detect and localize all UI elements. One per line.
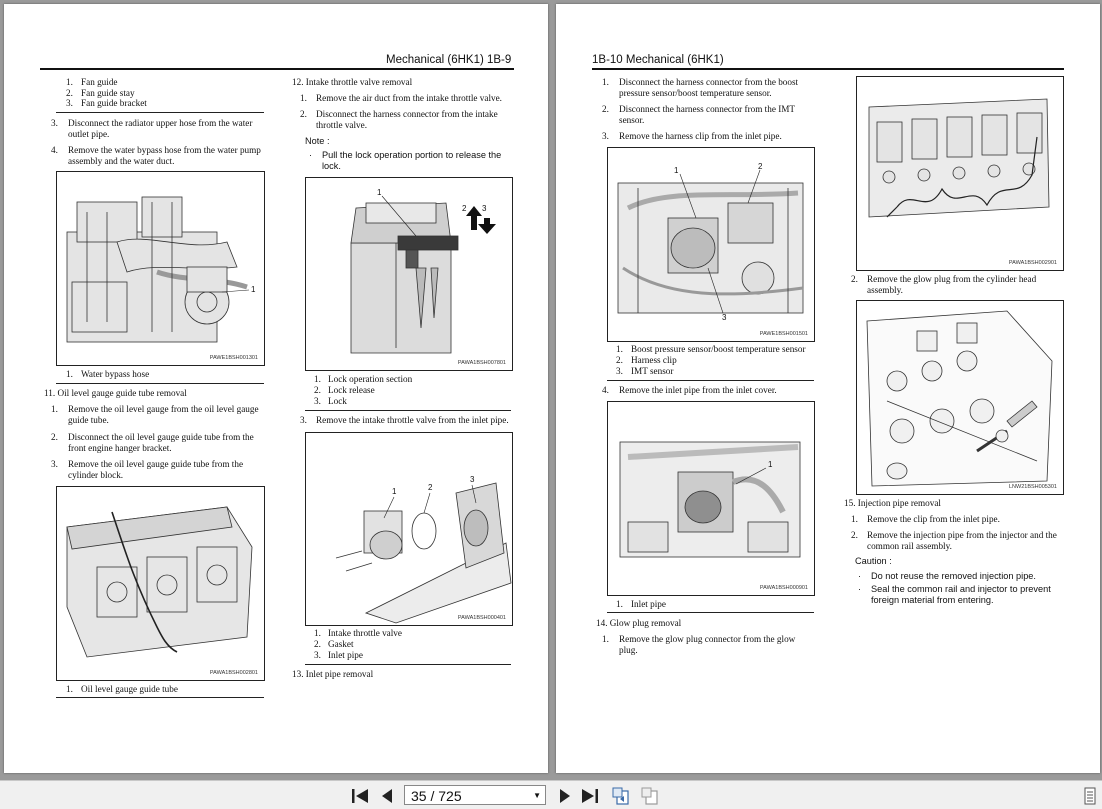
- step-number: 2.: [851, 274, 858, 284]
- callout-label: 1: [392, 487, 397, 496]
- callout-label: 1: [377, 188, 382, 197]
- glow-plug-figure: [856, 300, 1064, 495]
- engine-illustration: [57, 487, 264, 680]
- step-number: 4.: [51, 145, 58, 155]
- step-text: Remove the glow plug from the cylinder head: [867, 274, 1037, 284]
- legend-rule: [607, 380, 814, 381]
- header-rule: [592, 68, 1064, 70]
- legend-number: 3.: [314, 650, 321, 660]
- legend-rule: [56, 383, 264, 384]
- callout-label: 2: [428, 483, 433, 492]
- cylinder-head-figure: [856, 76, 1064, 271]
- legend-number: 3.: [314, 396, 321, 406]
- figure-code: PAWE1BSH001501: [759, 331, 808, 337]
- engine-illustration: [608, 402, 814, 595]
- step-text: plug.: [619, 645, 638, 655]
- left-page: [4, 4, 548, 773]
- figure-code: PAWA1BSH000901: [759, 585, 808, 591]
- engine-figure-oil-gauge: [56, 486, 265, 681]
- step-number: 1.: [602, 77, 609, 87]
- section-heading: 13. Inlet pipe removal: [292, 669, 374, 679]
- note-text: Pull the lock operation portion to release the: [322, 150, 502, 160]
- legend-number: 2.: [314, 385, 321, 395]
- step-text: guide tube.: [68, 415, 109, 425]
- legend-item: Inlet pipe: [631, 599, 666, 609]
- step-text: Remove the oil level gauge guide tube from the: [68, 459, 244, 469]
- step-text: Remove the harness clip from the inlet pipe.: [619, 131, 782, 141]
- step-text: Disconnect the harness connector from the boost: [619, 77, 799, 87]
- page-header: 1B-10 Mechanical (6HK1): [592, 54, 724, 66]
- list-number: 3.: [66, 98, 73, 108]
- legend-rule: [305, 664, 511, 665]
- caution-bullet: ·: [858, 571, 862, 581]
- engine-figure-inlet-pipe: [607, 401, 815, 596]
- first-page-icon[interactable]: [350, 787, 370, 805]
- callout-label: 3: [470, 475, 475, 484]
- glow-plug-illustration: [857, 301, 1063, 494]
- step-text: Remove the injection pipe from the injector and the: [867, 530, 1057, 540]
- list-item: Fan guide bracket: [81, 98, 147, 108]
- caution-text: Do not reuse the removed injection pipe.: [871, 571, 1036, 581]
- last-page-icon[interactable]: [580, 787, 600, 805]
- step-number: 2.: [51, 432, 58, 442]
- figure-code: PAWE1BSH001301: [209, 355, 258, 361]
- section-heading: 14. Glow plug removal: [596, 618, 682, 628]
- step-text: Disconnect the harness connector from the intake: [316, 109, 498, 119]
- fit-page-icon[interactable]: [640, 787, 660, 805]
- rotate-icon[interactable]: [611, 787, 631, 805]
- section-heading: 15. Injection pipe removal: [844, 498, 941, 508]
- list-item: Fan guide stay: [81, 88, 135, 98]
- callout-label: 2: [758, 162, 763, 171]
- right-page: [556, 4, 1100, 773]
- engine-figure-water-bypass: [56, 171, 265, 366]
- page-header: Mechanical (6HK1) 1B-9: [386, 54, 512, 66]
- caution-text: Seal the common rail and injector to prevent: [871, 584, 1051, 594]
- step-text: pressure sensor/boost temperature sensor.: [619, 88, 772, 98]
- legend-item: Lock: [328, 396, 347, 406]
- callout-label: 1: [768, 460, 773, 469]
- step-text: Remove the intake throttle valve from the inlet pipe.: [316, 415, 509, 425]
- legend-number: 1.: [66, 684, 73, 694]
- legend-number: 1.: [616, 599, 623, 609]
- section-heading: 11. Oil level gauge guide tube removal: [44, 388, 187, 398]
- step-text: front engine hanger bracket.: [68, 443, 172, 453]
- header-rule: [40, 68, 514, 70]
- callout-label: 3: [482, 204, 487, 213]
- list-item: Fan guide: [81, 77, 118, 87]
- step-text: Disconnect the oil level gauge guide tube from the: [68, 432, 254, 442]
- step-number: 3.: [51, 118, 58, 128]
- caution-bullet: ·: [858, 584, 862, 594]
- list-number: 2.: [66, 88, 73, 98]
- legend-number: 1.: [616, 344, 623, 354]
- legend-item: Water bypass hose: [81, 369, 150, 379]
- step-number: 3.: [51, 459, 58, 469]
- throttle-illustration: [306, 433, 512, 625]
- step-text: Remove the oil level gauge from the oil level gauge: [68, 404, 259, 414]
- page-number-value: 35 / 725: [411, 788, 462, 804]
- viewer-toolbar: [0, 780, 1102, 809]
- legend-number: 2.: [616, 355, 623, 365]
- engine-illustration: [57, 172, 264, 365]
- legend-number: 1.: [66, 369, 73, 379]
- throttle-figure-exploded: [305, 432, 513, 626]
- legend-rule: [607, 612, 814, 613]
- step-text: Remove the clip from the inlet pipe.: [867, 514, 1000, 524]
- note-text: lock.: [322, 161, 341, 171]
- step-text: throttle valve.: [316, 120, 368, 130]
- step-number: 3.: [602, 131, 609, 141]
- step-text: cylinder block.: [68, 470, 124, 480]
- callout-label: 2: [462, 204, 467, 213]
- legend-item: Oil level gauge guide tube: [81, 684, 178, 694]
- step-text: Remove the air duct from the intake throttle valve.: [316, 93, 502, 103]
- callout-label: 3: [722, 313, 727, 322]
- callout-label: 1: [251, 285, 256, 294]
- step-text: Remove the inlet pipe from the inlet cover.: [619, 385, 777, 395]
- step-text: outlet pipe.: [68, 129, 110, 139]
- figure-code: PAWA1BSH002901: [1008, 260, 1057, 266]
- page-number-field[interactable]: [404, 785, 546, 805]
- legend-item: IMT sensor: [631, 366, 674, 376]
- connector-figure-lock: [305, 177, 513, 371]
- step-text: sensor.: [619, 115, 645, 125]
- dropdown-arrow-icon[interactable]: ▼: [533, 791, 541, 800]
- step-text: Remove the glow plug connector from the glow: [619, 634, 796, 644]
- step-text: Remove the water bypass hose from the water pump: [68, 145, 261, 155]
- legend-number: 1.: [314, 374, 321, 384]
- section-heading: 12. Intake throttle valve removal: [292, 77, 413, 87]
- step-number: 3.: [300, 415, 307, 425]
- engine-illustration: [608, 148, 814, 341]
- step-number: 1.: [51, 404, 58, 414]
- step-number: 1.: [602, 634, 609, 644]
- step-text: common rail assembly.: [867, 541, 952, 551]
- legend-item: Gasket: [328, 639, 354, 649]
- figure-code: LNW21BSH005301: [1008, 484, 1057, 490]
- sidebar-icon[interactable]: [1080, 787, 1100, 805]
- note-bullet: ·: [309, 150, 313, 160]
- legend-rule: [56, 112, 264, 113]
- legend-rule: [56, 697, 264, 698]
- legend-item: Lock operation section: [328, 374, 413, 384]
- step-number: 1.: [300, 93, 307, 103]
- step-number: 4.: [602, 385, 609, 395]
- step-text: assembly.: [867, 285, 903, 295]
- legend-item: Inlet pipe: [328, 650, 363, 660]
- step-text: Disconnect the harness connector from the IMT: [619, 104, 796, 114]
- step-number: 2.: [300, 109, 307, 119]
- legend-rule: [305, 410, 511, 411]
- list-number: 1.: [66, 77, 73, 87]
- legend-number: 1.: [314, 628, 321, 638]
- step-text: Disconnect the radiator upper hose from the water: [68, 118, 253, 128]
- legend-number: 2.: [314, 639, 321, 649]
- caution-label: Caution :: [855, 556, 892, 566]
- step-number: 2.: [851, 530, 858, 540]
- step-text: assembly and the water duct.: [68, 156, 175, 166]
- note-label: Note :: [305, 136, 330, 146]
- step-number: 2.: [602, 104, 609, 114]
- callout-label: 1: [674, 166, 679, 175]
- figure-code: PAWA1BSH000401: [457, 615, 506, 621]
- prev-page-icon[interactable]: [378, 787, 398, 805]
- legend-item: Intake throttle valve: [328, 628, 402, 638]
- cylinder-head-illustration: [857, 77, 1063, 270]
- step-number: 1.: [851, 514, 858, 524]
- legend-number: 3.: [616, 366, 623, 376]
- engine-figure-sensors: [607, 147, 815, 342]
- legend-item: Harness clip: [631, 355, 677, 365]
- legend-item: Lock release: [328, 385, 375, 395]
- legend-item: Boost pressure sensor/boost temperature sensor: [631, 344, 806, 354]
- next-page-icon[interactable]: [554, 787, 574, 805]
- figure-code: PAWA1BSH007801: [457, 360, 506, 366]
- figure-code: PAWA1BSH002801: [209, 670, 258, 676]
- caution-text: foreign material from entering.: [871, 595, 994, 605]
